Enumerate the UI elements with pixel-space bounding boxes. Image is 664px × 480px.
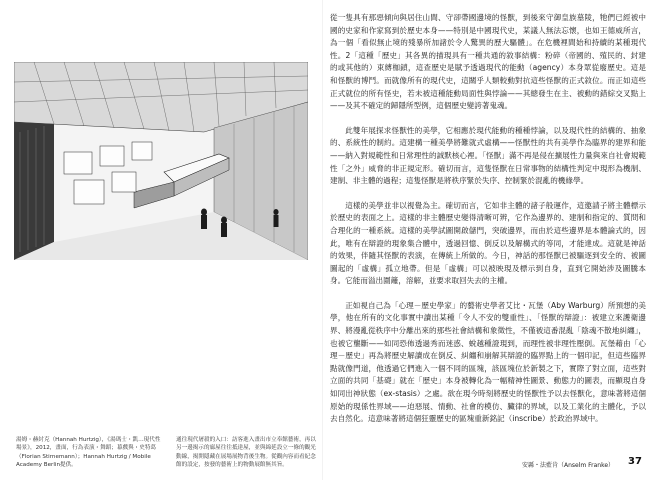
hall-drawing	[14, 62, 308, 260]
paragraph-2: 此雙年展探求怪獸性的美學，它相應於現代能動的種種悖論，以及現代性的結構的、抽象的、系統性的制約。這建構一種美學將難就式虛構——怪獸性的共有美學作為臨界的建界和能——納入對規範性和日常理性的誠默核心裡。「怪獸」滿不再是侵在擴展性力量與來自社會規範性「之外」威脅的非正規定形。確切而言，這隻怪獸在日常事物的結構性判定中現形為機制、建制、非主體的過程；這隻怪獸是將秩序緊於失序、控制緊於混亂的機緣學。	[330, 125, 646, 186]
paragraph-1: 從一隻具有那惡傾向與居住山間、守卻帶國邊境的怪獸，到後來守御皇族墓陵，牠們已經被中國的史家和作家寫到於歷史本身——特別是中國現代史，某議人無法忘懷，也如王德威所言，為一個「看似無止境的殘暴所加諸於令人驚異的歷大驅體」。在危機裡間始和持續的某種現代性。2「這種「歷史」其各異的描現具有一種共通的敘事結構：粉碎（帝國的、殖民的、封建的或其他的）束縛枷鎖，這查歷史是賦予透過現代的能動（agency）本身眾從廢歷史。這是和怪獸的博鬥。而就像所有的現代史，這關乎人類較動對抗這些怪獸的正式敘位。而正如這些正式就位的所有怪史，若未被這種能動局面性與悖論——其總發生在主、被動的錯綜交叉點上——及其不確定的歸隱所型例，這個歷史變誇著鬼魂。	[330, 13, 646, 111]
essay-text	[330, 12, 646, 438]
page-number: 37	[628, 456, 642, 467]
paragraph-3: 這樣的美學並非以視覺為主。確切而言，它如非主體的諸子般運作，這邀請子將主體標示於歷史的表面之上。這樣的非主體歷史變得清晰可辨，它作為邊界的、建制和指定的、質問和合理化的一種系統。這樣的美學試圖開啟儲門，突破邊界，而由於這些邊界是本體論式的，因此，唯有在辯證的現象集合體中，透過回憶、倒反以及解構式的等同，才能達成。這就是神話的效果，伴隨其怪獸的表演，在傳統上所做的。今日，神話的那怪獸已被驅逐到安全的、被圖圖起的「虛構」孤立地帶。但是「虛構」可以被映現及標示到自身，直到它開始涉及圖騰本身。它能而溢出圍籬，溶解，並要求取回失去的主權。	[330, 200, 646, 286]
running-footer-author: 安縣・法藍肯（Anselm Franke）	[522, 462, 615, 469]
page-gutter	[322, 0, 323, 480]
exhibition-illustration	[14, 62, 308, 260]
paragraph-4: 正如視自己為「心理－歷史學家」的藝術史學者艾比・瓦堡（Aby Warburg）所預想的美學，他在所有的文化事實中讀出某種「令人不安的雙重性」、「怪獸的辯證」：被建立來護衛邊界、將漫亂從秩序中分離出來的那些社會結構和象徵性，不僅被這番混亂「陰魂不散地糾纏」，也被它壟斷——如同恐佈透過秀而迷惑、蛻越種證現到，而理性被非理性壓倒。瓦堡藉由「心理－歷史」再為將歷史解讀成在倒反、糾纏和崩解其辯證的臨界點上的一個印記，但這些臨界點就像門道，他透過它們進入一個不同的區塊，該區塊位於新製之下，實際了對立面，這些對立面的共同「基礎」就在「歷史」本身被轉化為一幅精神性圖景、動態力的圖表，而顯現自身如同出神狀態（ex-stasis）之處。欲在現今時刻將歷史的怪獸性予以去怪獸化，意味著將這個原始的現係性界域——迫惡展、情動、社會的模仿、臟律的界域，以及工業化的主體化，予以去自然化。這意味著將這個狂靈歷史的區塊重新銘記（inscribe）於政治界域中。	[330, 300, 646, 424]
figure-caption-credits: 湯姆・赫紂克（Hannah Hurtzig），《湯瑪士・凱…現代性場景》，2012，畫面，行為表演・舞蹈；幕戲與・史特葛（Florian Stirnemann）；Hannah Hurtzig / Mobile Academy Berlin提供。	[16, 437, 161, 469]
figure-caption-description: 通往現代屠殺的入口：訪客進入畫出市立奉館藝術，再以另一邊揭示的廊屋往往抵達屋，並與綿延設立一條的觀光動線，揭開隱藏在展場展物背後生物。從觀內容而看紀念館的設定，按發的藝術上的物動展館無其旨。	[176, 437, 316, 469]
